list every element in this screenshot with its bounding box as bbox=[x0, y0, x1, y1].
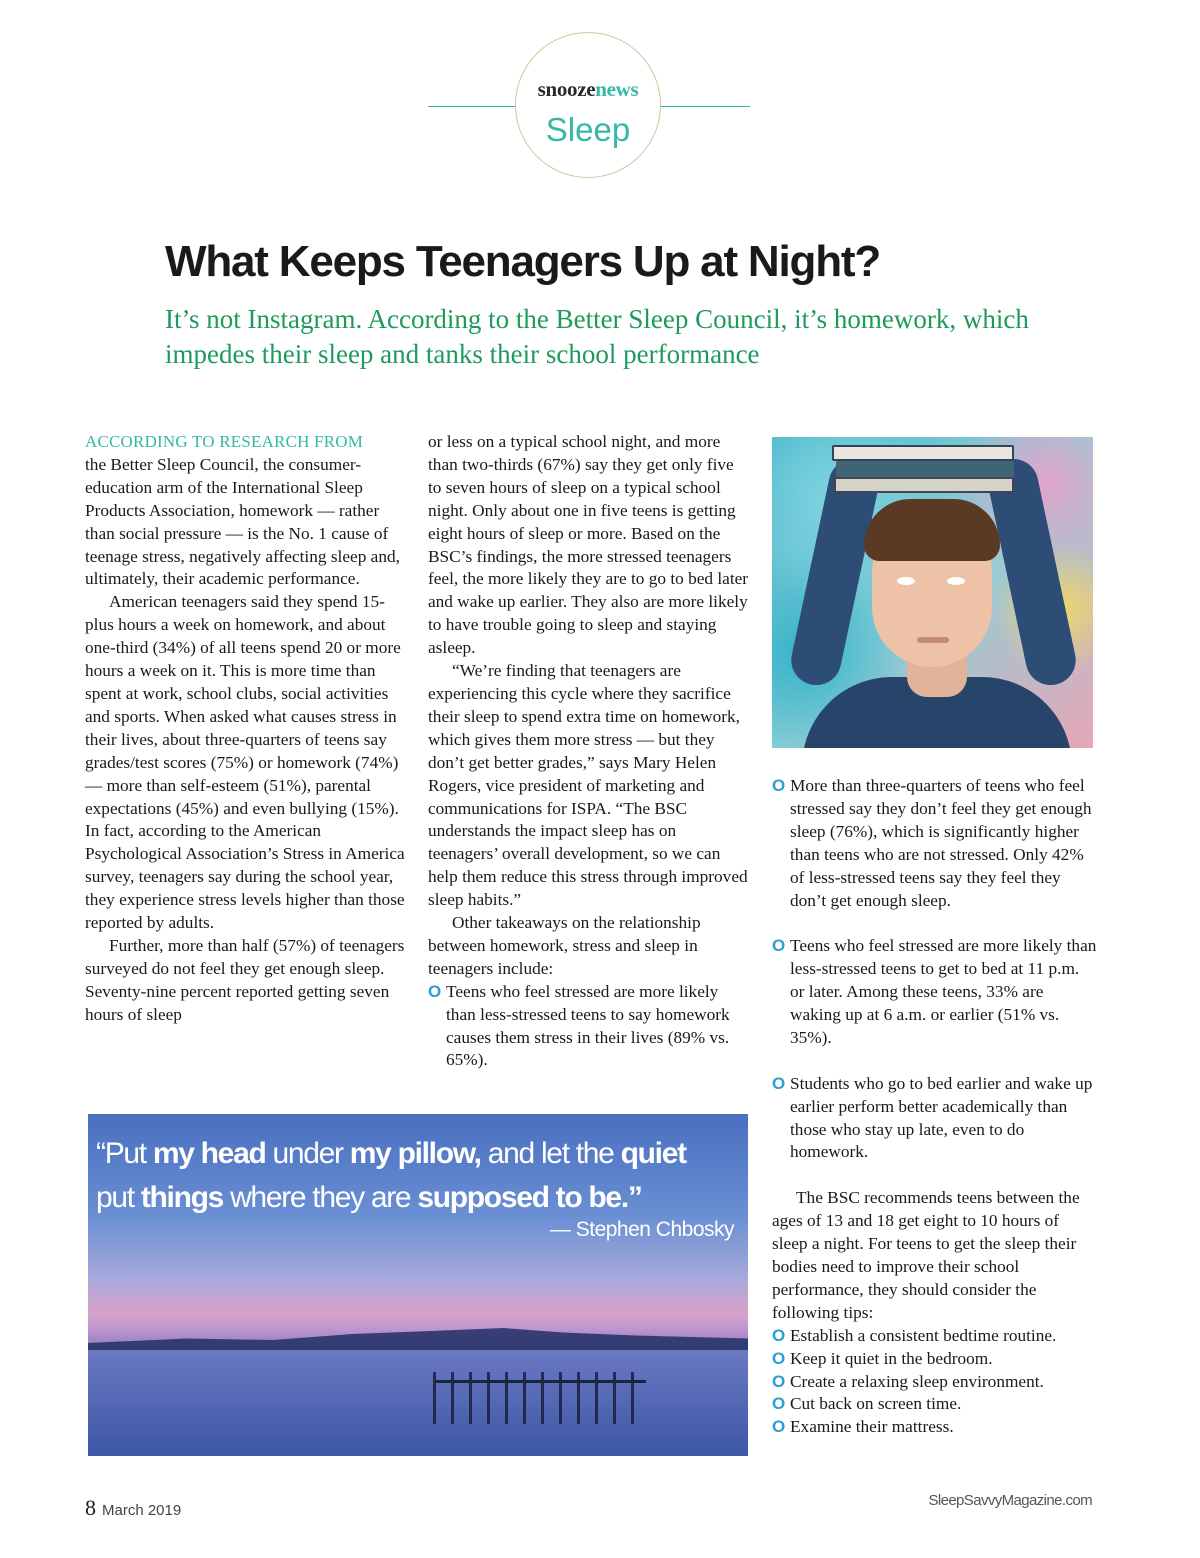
folio bbox=[85, 1495, 181, 1521]
list-item: O More than three-quarters of teens who feel stressed say they don’t feel they get enough sleep (76%), which is significantly higher than teens who are not stressed. Only 42% of less-stressed teens say they feel they don’t get enough sleep. bbox=[772, 776, 1092, 910]
article-headline: What Keeps Teenagers Up at Night? bbox=[165, 237, 881, 286]
column-2 bbox=[428, 431, 750, 1072]
pull-quote-text: “Put my head under my pillow, and let the quiet put things where they are supposed to be.” bbox=[96, 1137, 686, 1214]
bullet-icon: O bbox=[772, 936, 786, 956]
paragraph: Further, more than half (57%) of teenagers surveyed do not feel they get enough sleep. Seventy-nine percent reported getting seven hours of sleep bbox=[85, 935, 405, 1024]
bullet-icon: O bbox=[772, 1394, 786, 1414]
tip-item: O Create a relaxing sleep environment. bbox=[772, 1371, 1097, 1394]
section-badge bbox=[515, 32, 661, 178]
quote-attribution: — Stephen Chbosky bbox=[549, 1218, 734, 1241]
tip-item: O Examine their mattress. bbox=[772, 1416, 1097, 1439]
column-3 bbox=[772, 775, 1097, 1439]
article-deck: It’s not Instagram. According to the Better Sleep Council, it’s homework, which impedes their sleep and tanks their school performance bbox=[165, 304, 1029, 369]
paragraph: ACCORDING TO RESEARCH FROM the Better Sleep Council, the consumer-education arm of the International Sleep Products Association, homework — rather than social pressure — is the No. 1 cause of teenage stress, negatively affecting sleep and, ultimately, their academic performance. bbox=[85, 432, 400, 589]
page-number: 8 bbox=[85, 1495, 96, 1520]
list-item: O Students who go to bed earlier and wake up earlier perform better academically than those who stay up late, even to do homework. bbox=[772, 1073, 1093, 1162]
bullet-icon: O bbox=[772, 776, 786, 795]
bullet-icon: O bbox=[772, 1371, 786, 1391]
issue-date: March 2019 bbox=[102, 1502, 182, 1519]
site-url: SleepSavvyMagazine.com bbox=[928, 1492, 1092, 1509]
pull-quote-image bbox=[88, 1114, 748, 1456]
paragraph: “We’re finding that teenagers are experiencing this cycle where they sacrifice their sleep to spend extra time on homework, which gives them more stress — but they don’t get better grades,” says Mary Helen Rogers, vice president of marketing and communications for ISPA. “The BSC understands the impact sleep has on teenagers’ overall development, so we can help them reduce this stress through improved sleep habits.” bbox=[428, 661, 748, 910]
list-item: O Teens who feel stressed are more likely than less-stressed teens to say homework causes them stress in their lives (89% vs. 65%). bbox=[428, 981, 730, 1070]
paragraph: The BSC recommends teens between the ages of 13 and 18 get eight to 10 hours of sleep a night. For teens to get the sleep their bodies need to improve their school performance, they should consider the following tips: bbox=[772, 1188, 1080, 1322]
paragraph: or less on a typical school night, and more than two-thirds (67%) say they get only five to seven hours of sleep on a typical school night. Only about one in five teens is getting eight hours of sleep or more. Based on the BSC’s findings, the more stressed teenagers feel, the more likely they are to go to bed later and wake up earlier. They also are more likely to have trouble going to sleep and staying asleep. bbox=[428, 432, 749, 658]
brand-logo: snoozenews bbox=[537, 77, 639, 101]
bullet-icon: O bbox=[772, 1073, 786, 1093]
list-item: O Teens who feel stressed are more likely than less-stressed teens to get to bed at 11 p.m. or later. Among these teens, 33% are waking up at 6 a.m. or earlier (51% vs. 35%). bbox=[772, 936, 1097, 1047]
column-1 bbox=[85, 431, 405, 1027]
paragraph: Other takeaways on the relationship between homework, stress and sleep in teenagers include: bbox=[428, 913, 701, 978]
paragraph: American teenagers said they spend 15-plus hours a week on homework, and about one-third (34%) of all teens spend 20 or more hours a week on it. This is more time than spent at work, school clubs, social activities and sports. When asked what causes stress in their lives, about three-quarters of teens say grades/test scores (75%) or homework (74%) — more than self-esteem (51%), parental expectations (45%) and even bullying (15%). In fact, according to the American Psychological Association’s Stress in America survey, teenagers say during the school year, they experience stress levels higher than those reported by adults. bbox=[85, 592, 405, 933]
bullet-icon: O bbox=[772, 1417, 786, 1437]
tip-item: O Keep it quiet in the bedroom. bbox=[772, 1348, 1097, 1371]
tip-item: O Cut back on screen time. bbox=[772, 1393, 1097, 1416]
bullet-icon: O bbox=[428, 981, 442, 1001]
bullet-icon: O bbox=[772, 1348, 786, 1368]
teen-with-books-photo bbox=[772, 437, 1093, 748]
tip-item: O Establish a consistent bedtime routine. bbox=[772, 1325, 1097, 1348]
lead-in-caps: ACCORDING TO RESEARCH FROM bbox=[85, 432, 364, 451]
section-label: Sleep bbox=[545, 111, 631, 148]
bullet-icon: O bbox=[772, 1325, 786, 1345]
